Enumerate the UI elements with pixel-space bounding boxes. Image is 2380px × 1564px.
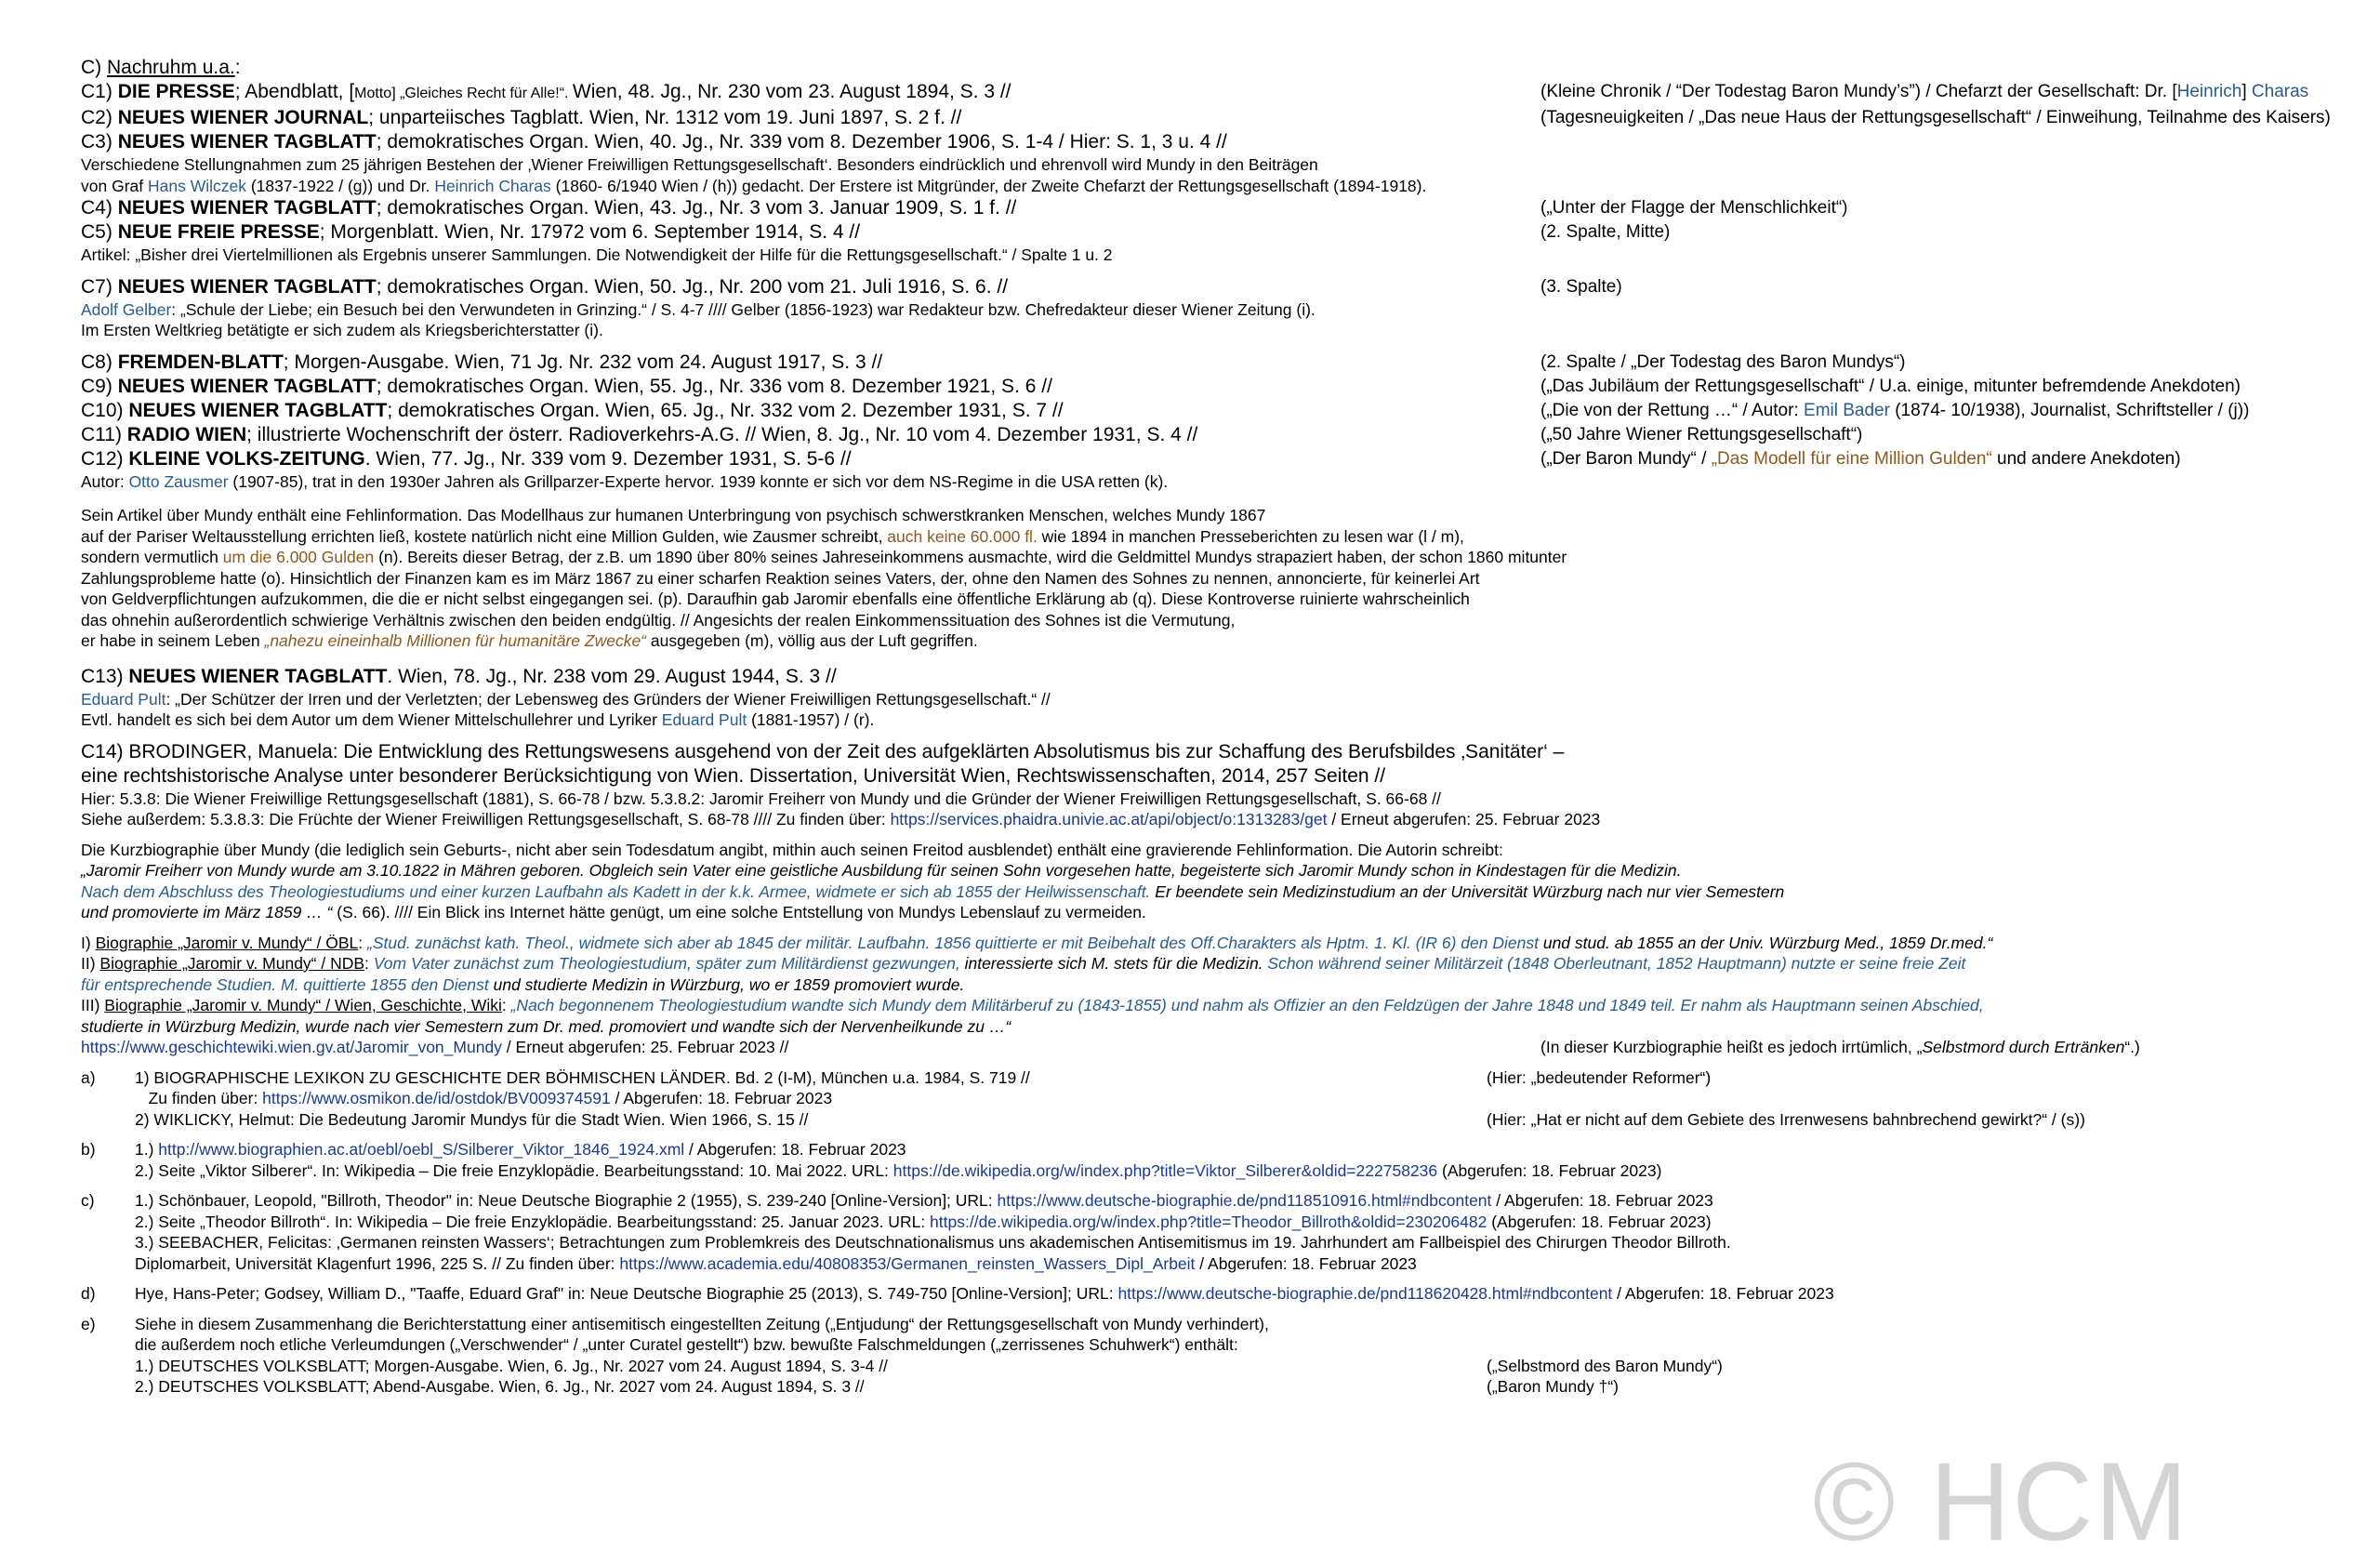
entry-c10-note: („Die von der Rettung …“ / Autor: Emil Bader (1874- 10/1938), Journalist, Schriftsteller / (j))	[1540, 400, 2250, 420]
footnote-a-line-1: a) 1) BIOGRAPHISCHE LEXIKON ZU GESCHICHTE DER BÖHMISCHEN LÄNDER. Bd. 2 (I-M), München u.a. 1984, S. 719 // (Hier: „bedeutender Reformer“)	[81, 1067, 1712, 1087]
entry-c9-note: („Das Jubiläum der Rettungsgesellschaft“ / U.a. einige, mitunter befremdende Anekdoten)	[1540, 376, 2241, 396]
entry-c14-note-1: Hier: 5.3.8: Die Wiener Freiwillige Rettungsgesellschaft (1881), S. 66-78 / bzw. 5.3.8.2: Jaromir Freiherr von Mundy und die Gründer der Wiener Freiwilligen Rettungsgesellschaft, S. 66-68 //	[81, 789, 1441, 808]
biography-ndb: II) Biographie „Jaromir v. Mundy“ / NDB: Vom Vater zunächst zum Theologiestudium, später zum Militärdienst gezwungen, interessierte sich M. stets für die Medizin. Schon während seiner Militärzeit (1848 Oberleutnant, 1852 Hauptmann) nutzte er seine freie Zeit	[81, 954, 1966, 973]
biography-wiki: III) Biographie „Jaromir v. Mundy“ / Wien, Geschichte, Wiki: „Nach begonnenem Theologiestudium wandte sich Mundy dem Militärberuf zu (1843-1855) und nahm als Offizier an den Feldzügen der Jahre 1848 und 1849 teil. Er nahm als Hauptmann seinen Abschied,	[81, 996, 1984, 1014]
footnote-e-line-1: e) Siehe in diesem Zusammenhang die Berichterstattung einer antisemitisch eingestellten Zeitung („Entjudung“ der Rettungsgesellschaft von Mundy verhindert),	[81, 1314, 1269, 1333]
section-heading: C) Nachruhm u.a.:	[81, 57, 241, 78]
entry-c3-note-2: von Graf Hans Wilczek (1837-1922 / (g)) und Dr. Heinrich Charas (1860- 6/1940 Wien / (h)) gedacht. Der Erstere ist Mitgründer, der Zweite Chefarzt der Rettungsgesellschaft (1894-1918).	[81, 176, 1427, 195]
entry-c13-note-1: Eduard Pult: „Der Schützer der Irren und der Verletzten; der Lebensweg des Gründers der Wiener Freiwilligen Rettungsgesellschaft.“ //	[81, 689, 1051, 709]
entry-c7-note: (3. Spalte)	[1540, 276, 1622, 297]
entry-c7-note-1: Adolf Gelber: „Schule der Liebe; ein Besuch bei den Verwundeten in Grinzing.“ / S. 4-7 //// Gelber (1856-1923) war Redakteur bzw. Chefredakteur dieser Wiener Zeitung (i).	[81, 299, 1316, 319]
paragraph-1-line-1: Sein Artikel über Mundy enthält eine Fehlinformation. Das Modellhaus zur humanen Unterbringung von psychisch schwerstkranken Menschen, welches Mundy 1867	[81, 506, 1266, 524]
footnote-a-note-1: (Hier: „bedeutender Reformer“)	[1487, 1067, 1712, 1087]
ndb-taaffe-link[interactable]: https://www.deutsche-biographie.de/pnd118620428.html#ndbcontent	[1117, 1284, 1613, 1303]
paragraph-1-line-3: sondern vermutlich um die 6.000 Gulden (n). Bereits dieser Betrag, der z.B. um 1890 über 80% seines Jahreseinkommens ausmachte, wird die Geldmittel Mundys strapaziert haben, der schon 1860 mitunter	[81, 548, 1567, 566]
entry-c12: C12) KLEINE VOLKS-ZEITUNG. Wien, 77. Jg., Nr. 339 vom 9. Dezember 1931, S. 5-6 // („Der Baron Mundy“ / „Das Modell für eine Million Gulden“ und andere Anekdoten)	[81, 447, 2181, 470]
footnote-c-line-4: Diplomarbeit, Universität Klagenfurt 1996, 225 S. // Zu finden über: https://www.academia.edu/40808353/Germanen_reinsten_Wassers_Dipl_Arbeit / Abgerufen: 18. Februar 2023	[135, 1253, 1417, 1273]
paragraph-1-line-5: von Geldverpflichtungen aufzukommen, die die er nicht selbst eingegangen sei. (p). Daraufhin gab Jaromir ebenfalls eine öffentliche Erklärung ab (q). Diese Kontroverse ruinierte wahrscheinlich	[81, 590, 1470, 608]
entry-c14-line-1: C14) BRODINGER, Manuela: Die Entwicklung des Rettungswesens ausgehend von der Zeit des aufgeklärten Absolutismus bis zur Schaffung des Berufsbildes ‚Sanitäter‘ –	[81, 740, 1565, 762]
entry-c13: C13) NEUES WIENER TAGBLATT. Wien, 78. Jg., Nr. 238 vom 29. August 1944, S. 3 //	[81, 665, 837, 687]
entry-c11-note: („50 Jahre Wiener Rettungsgesellschaft“)	[1540, 424, 1863, 444]
geschichtewiki-link[interactable]: https://www.geschichtewiki.wien.gv.at/Jaromir_von_Mundy	[81, 1038, 502, 1056]
biography-wiki-link: https://www.geschichtewiki.wien.gv.at/Jaromir_von_Mundy / Erneut abgerufen: 25. Februar 2023 // (In dieser Kurzbiographie heißt es jedoch irrtümlich, „Selbstmord durch Ertränken“.)	[81, 1038, 2140, 1056]
paragraph-2-line-3: Nach dem Abschluss des Theologiestudiums und einer kurzen Laufbahn als Kadett in der k.k. Armee, widmete er sich ab 1855 der Heilwissenschaft. Er beendete sein Medizinstudium an der Universität Würzburg nach nur vier Semestern	[81, 881, 1785, 901]
entry-c9: C9) NEUES WIENER TAGBLATT; demokratisches Organ. Wien, 55. Jg., Nr. 336 vom 8. Dezember 1921, S. 6 // („Das Jubiläum der Rettungsgesellschaft“ / U.a. einige, mitunter befremdende Anekdoten)	[81, 375, 2241, 397]
paragraph-2-line-4: und promovierte im März 1859 … “ (S. 66). //// Ein Blick ins Internet hätte genügt, um eine solche Entstellung von Mundys Lebenslauf zu vermeiden.	[81, 903, 1146, 921]
entry-c8: C8) FREMDEN-BLATT; Morgen-Ausgabe. Wien, 71 Jg. Nr. 232 vom 24. August 1917, S. 3 // (2. Spalte / „Der Todestag des Baron Mundys“)	[81, 351, 1906, 373]
ndb-billroth-link[interactable]: https://www.deutsche-biographie.de/pnd118510916.html#ndbcontent	[997, 1191, 1492, 1210]
entry-c7-note-2: Im Ersten Weltkrieg betätigte er sich zudem als Kriegsberichterstatter (i).	[81, 321, 603, 339]
entry-c7: C7) NEUES WIENER TAGBLATT; demokratisches Organ. Wien, 50. Jg., Nr. 200 vom 21. Juli 1916, S. 6. // (3. Spalte)	[81, 275, 1622, 298]
entry-c14-line-2: eine rechtshistorische Analyse unter besonderer Berücksichtigung von Wien. Dissertation, Universität Wien, Rechtswissenschaften, 2014, 257 Seiten //	[81, 764, 1386, 787]
biography-wiki-cont: studierte in Würzburg Medizin, wurde nach vier Semestern zum Dr. med. promoviert und wandte sich der Nervenheilkunde zu …“	[81, 1016, 1012, 1036]
paragraph-1-line-7: er habe in seinem Leben „nahezu eineinhalb Millionen für humanitäre Zwecke“ ausgegeben (m), völlig aus der Luft gegriffen.	[81, 631, 978, 650]
footnote-a-line-3: 2) WIKLICKY, Helmut: Die Bedeutung Jaromir Mundys für die Stadt Wien. Wien 1966, S. 15 // (Hier: „Hat er nicht auf dem Gebiete des Irrenwesens bahnbrechend gewirkt?“ / (s))	[135, 1109, 2085, 1129]
paragraph-1-line-2: auf der Pariser Weltausstellung errichten ließ, kostete natürlich nicht eine Million Gulden, wie Zausmer schreibt, auch keine 60.000 fl. wie 1894 in manchen Presseberichten zu lesen war (l / m),	[81, 526, 1464, 546]
footnote-c-label: c)	[81, 1191, 95, 1210]
entry-c4: C4) NEUES WIENER TAGBLATT; demokratisches Organ. Wien, 43. Jg., Nr. 3 vom 3. Januar 1909, S. 1 f. // („Unter der Flagge der Menschlichkeit“)	[81, 197, 1848, 219]
footnote-e-note-4: („Baron Mundy †“)	[1487, 1377, 1619, 1396]
entry-c2: C2) NEUES WIENER JOURNAL; unparteiisches Tagblatt. Wien, Nr. 1312 vom 19. Juni 1897, S. 2 f. // (Tagesneuigkeiten / „Das neue Haus der Rettungsgesellschaft“ / Einweihung, Teilnahme des Kaisers)	[81, 107, 2331, 128]
osmikon-link[interactable]: https://www.osmikon.de/id/ostdok/BV009374591	[262, 1089, 611, 1107]
entry-c5-note: (2. Spalte, Mitte)	[1540, 222, 1671, 242]
footnote-e-line-3: 1.) DEUTSCHES VOLKSBLATT; Morgen-Ausgabe. Wien, 6. Jg., Nr. 2027 vom 24. August 1894, S. 3-4 // („Selbstmord des Baron Mundy“)	[135, 1356, 1723, 1375]
footnote-c-line-3: 3.) SEEBACHER, Felicitas: ‚Germanen reinsten Wassers‘; Betrachtungen zum Problemkreis des Deutschnationalismus uns akademischen Antisemitismus im 19. Jahrhundert am Fallbeispiel des Chirurgen Theodor Billroth.	[135, 1233, 1731, 1252]
oebl-silberer-link[interactable]: http://www.biographien.ac.at/oebl/oebl_S/Silberer_Viktor_1846_1924.xml	[158, 1140, 685, 1159]
entry-c3: C3) NEUES WIENER TAGBLATT; demokratisches Organ. Wien, 40. Jg., Nr. 339 vom 8. Dezember 1906, S. 1-4 / Hier: S. 1, 3 u. 4 //	[81, 131, 1227, 152]
footnote-e-line-4: 2.) DEUTSCHES VOLKSBLATT; Abend-Ausgabe. Wien, 6. Jg., Nr. 2027 vom 24. August 1894, S. 3 // („Baron Mundy †“)	[135, 1377, 1619, 1396]
footnote-b-line-2: 2.) Seite „Viktor Silberer“. In: Wikipedia – Die freie Enzyklopädie. Bearbeitungsstand: 10. Mai 2022. URL: https://de.wikipedia.org/w/index.php?title=Viktor_Silberer&oldid=222758236 (Abgerufen: 18. Februar 2023)	[135, 1160, 1662, 1180]
footnote-d-label: d)	[81, 1284, 96, 1303]
footnote-b-line-1: b) 1.) http://www.biographien.ac.at/oebl/oebl_S/Silberer_Viktor_1846_1924.xml / Abgerufen: 18. Februar 2023	[81, 1140, 906, 1159]
footnote-c-line-2: 2.) Seite „Theodor Billroth“. In: Wikipedia – Die freie Enzyklopädie. Bearbeitungsstand: 25. Januar 2023. URL: https://de.wikipedia.org/w/index.php?title=Theodor_Billroth&oldid=230206482 (Abgerufen: 18. Februar 2023)	[135, 1212, 1712, 1231]
copyright-watermark: © HCM	[1813, 1439, 2190, 1564]
entry-c13-note-2: Evtl. handelt es sich bei dem Autor um dem Wiener Mittelschullehrer und Lyriker Eduard Pult (1881-1957) / (r).	[81, 710, 875, 729]
entry-c4-note: („Unter der Flagge der Menschlichkeit“)	[1540, 198, 1848, 218]
entry-c8-note: (2. Spalte / „Der Todestag des Baron Mundys“)	[1540, 351, 1906, 372]
entry-c1: C1) DIE PRESSE; Abendblatt, [Motto] „Gleiches Recht für Alle!“. Wien, 48. Jg., Nr. 230 vom 23. August 1894, S. 3 // (Kleine Chronik / “Der Todestag Baron Mundy’s”) / Chefarzt der Gesellschaft: Dr. [Heinrich] Charas	[81, 81, 2309, 102]
footnote-d-line-1: d) Hye, Hans-Peter; Godsey, William D., "Taaffe, Eduard Graf" in: Neue Deutsche Biographie 25 (2013), S. 749-750 [Online-Version]; URL: https://www.deutsche-biographie.de/pnd118620428.html#ndbcontent / Abgerufen: 18. Februar 2023	[81, 1284, 1834, 1303]
entry-c12-note-1: Autor: Otto Zausmer (1907-85), trat in den 1930er Jahren als Grillparzer-Experte hervor. 1939 konnte er sich vor dem NS-Regime in die USA retten (k).	[81, 471, 1169, 491]
entry-c5-note-1: Artikel: „Bisher drei Viertelmillionen als Ergebnis unserer Sammlungen. Die Notwendigkeit der Hilfe für die Rettungsgesellschaft.“ / Spalte 1 u. 2	[81, 245, 1113, 264]
footnote-a-label: a)	[81, 1067, 96, 1087]
footnote-e-label: e)	[81, 1314, 96, 1333]
document-page	[81, 56, 2331, 1398]
entry-c5: C5) NEUE FREIE PRESSE; Morgenblatt. Wien, Nr. 17972 vom 6. September 1914, S. 4 // (2. Spalte, Mitte)	[81, 221, 1671, 243]
entry-c10: C10) NEUES WIENER TAGBLATT; demokratisches Organ. Wien, 65. Jg., Nr. 332 vom 2. Dezember 1931, S. 7 // („Die von der Rettung …“ / Autor: Emil Bader (1874- 10/1938), Journalist, Schriftsteller / (j))	[81, 399, 2250, 421]
biography-oebl: I) Biographie „Jaromir v. Mundy“ / ÖBL: „Stud. zunächst kath. Theol., widmete sich aber ab 1845 der militär. Laufbahn. 1856 quittierte er mit Beibehalt des Off.Charakters als Hptm. 1. Kl. (IR 6) den Dienst und stud. ab 1855 an der Univ. Würzburg Med., 1859 Dr.med.“	[81, 933, 1993, 952]
wikipedia-billroth-link[interactable]: https://de.wikipedia.org/w/index.php?title=Theodor_Billroth&oldid=230206482	[930, 1212, 1488, 1231]
biography-ndb-cont: für entsprechende Studien. M. quittierte 1855 den Dienst und studierte Medizin in Würzburg, wo er 1859 promoviert wurde.	[81, 974, 965, 994]
phaidra-link[interactable]: https://services.phaidra.univie.ac.at/api/object/o:1313283/get	[890, 810, 1328, 828]
academia-link[interactable]: https://www.academia.edu/40808353/Germanen_reinsten_Wassers_Dipl_Arbeit	[619, 1253, 1196, 1273]
entry-c11: C11) RADIO WIEN; illustrierte Wochenschrift der österr. Radioverkehrs-A.G. // Wien, 8. Jg., Nr. 10 vom 4. Dezember 1931, S. 4 // („50 Jahre Wiener Rettungsgesellschaft“)	[81, 423, 1863, 445]
biography-wiki-note: (In dieser Kurzbiographie heißt es jedoch irrtümlich, „Selbstmord durch Ertränken“.)	[1540, 1038, 2140, 1056]
entry-c12-note: („Der Baron Mundy“ / „Das Modell für eine Million Gulden“ und andere Anekdoten)	[1540, 448, 2181, 469]
paragraph-1-line-4: Zahlungsprobleme hatte (o). Hinsichtlich der Finanzen kam es im März 1867 zu einer scharfen Reaktion seines Vaters, der, ohne den Namen des Sohnes zu nennen, annoncierte, für keinerlei Art	[81, 568, 1480, 588]
paragraph-2-line-2: „Jaromir Freiherr von Mundy wurde am 3.10.1822 in Mähren geboren. Obgleich sein Vater eine geistliche Ausbildung für seinen Sohn vorgesehen hatte, begeisterte sich Jaromir Mundy schon in Kindestagen für die Medizin.	[81, 861, 1682, 880]
footnote-e-line-2: die außerdem noch etliche Verleumdungen („Verschwender“ / „unter Curatel gestellt“) bzw. bewußte Falschmeldungen („zerrissenes Schuhwerk“) enthält:	[135, 1335, 1238, 1354]
footnote-c-line-1: c) 1.) Schönbauer, Leopold, "Billroth, Theodor" in: Neue Deutsche Biographie 2 (1955), S. 239-240 [Online-Version]; URL: https://www.deutsche-biographie.de/pnd118510916.html#ndbcontent / Abgerufen: 18. Februar 2023	[81, 1191, 1713, 1210]
footnote-e-note-3: („Selbstmord des Baron Mundy“)	[1487, 1356, 1723, 1375]
paragraph-2-line-1: Die Kurzbiographie über Mundy (die lediglich sein Geburts-, nicht aber sein Todesdatum angibt, mithin auch seinen Freitod ausblendet) enthält eine gravierende Fehlinformation. Die Autorin schreibt:	[81, 840, 1503, 859]
entry-c14-note-2: Siehe außerdem: 5.3.8.3: Die Früchte der Wiener Freiwilligen Rettungsgesellschaft, S. 68-78 //// Zu finden über: https://services.phaidra.univie.ac.at/api/object/o:1313283/get / Erneut abgerufen: 25. Februar 2023	[81, 810, 1601, 828]
paragraph-1-line-6: das ohnehin außerordentlich schwierige Verhältnis zwischen den beiden endgültig. // Angesichts der realen Einkommenssituation des Sohnes ist die Vermutung,	[81, 610, 1236, 630]
entry-c2-note: (Tagesneuigkeiten / „Das neue Haus der Rettungsgesellschaft“ / Einweihung, Teilnahme des Kaisers)	[1540, 108, 2331, 127]
footnote-a-note-3: (Hier: „Hat er nicht auf dem Gebiete des Irrenwesens bahnbrechend gewirkt?“ / (s))	[1487, 1109, 2085, 1129]
entry-c3-note-1: Verschiedene Stellungnahmen zum 25 jährigen Bestehen der ‚Wiener Freiwilligen Rettungsgesellschaft‘. Besonders eindrücklich und ehrenvoll wird Mundy in den Beiträgen	[81, 155, 1318, 174]
entry-c1-note: (Kleine Chronik / “Der Todestag Baron Mundy’s”) / Chefarzt der Gesellschaft: Dr. [Heinrich] Charas	[1540, 82, 2309, 101]
wikipedia-silberer-link[interactable]: https://de.wikipedia.org/w/index.php?title=Viktor_Silberer&oldid=222758236	[892, 1160, 1438, 1180]
footnote-a-line-2: Zu finden über: https://www.osmikon.de/id/ostdok/BV009374591 / Abgerufen: 18. Februar 2023	[148, 1089, 833, 1107]
footnote-b-label: b)	[81, 1140, 96, 1159]
